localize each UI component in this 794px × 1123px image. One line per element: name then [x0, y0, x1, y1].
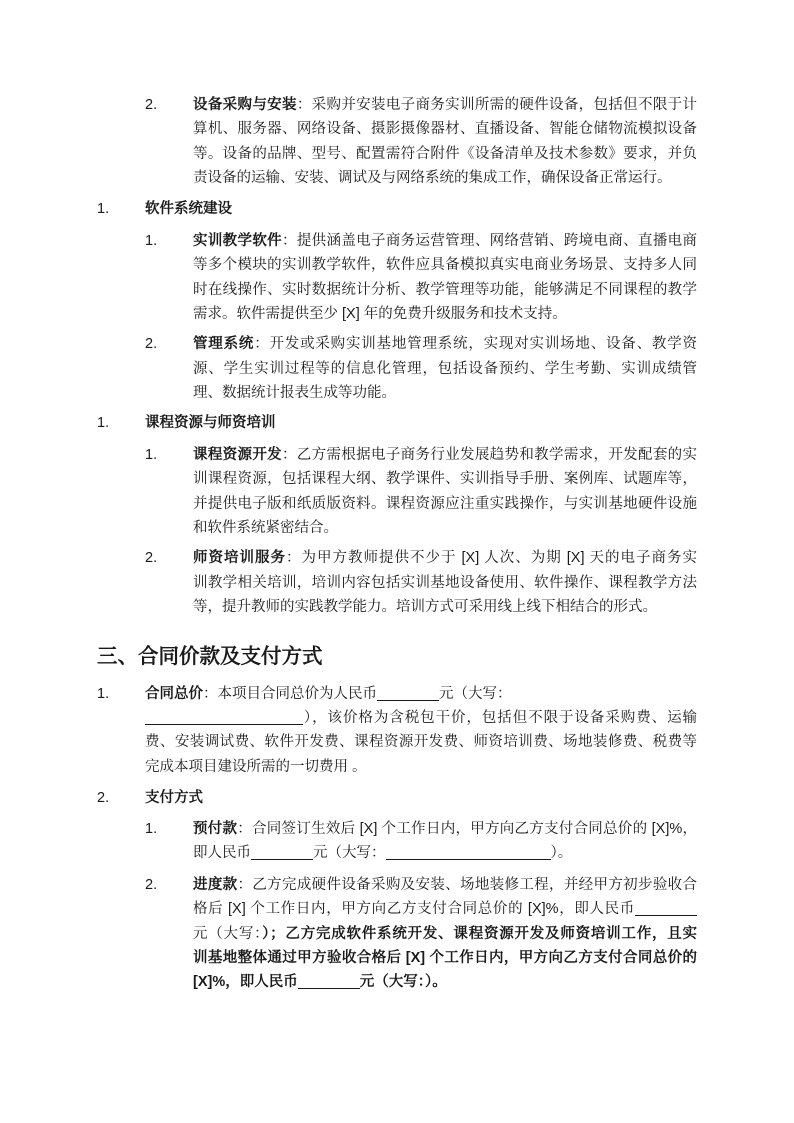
item-text: ：提供涵盖电子商务运营管理、网络营销、跨境电商、直播电商 — [282, 233, 697, 250]
item-text-bold: [X]%，即人民币 — [193, 974, 298, 991]
item-text: 元（大写： — [313, 845, 386, 862]
item-label: 课程资源与师资培训 — [145, 415, 276, 432]
list-number: 1. — [97, 685, 110, 702]
item-text-bold: ）；乙方完成软件系统开发、课程资源开发及师资培训工作，且实 — [262, 925, 698, 942]
text-line: 费、安装调试费、软件开发费、课程资源开发费、师资培训费、场地装修费、税费等 — [145, 734, 697, 751]
text-line — [193, 443, 697, 467]
text-line — [193, 93, 697, 117]
list-number: 2. — [145, 336, 158, 353]
item-text: ：合同签订生效后 [X] 个工作日内，甲方向乙方支付合同总价的 [X]%， — [237, 820, 697, 837]
fill-in-blank — [377, 700, 439, 701]
fill-in-blank — [298, 988, 360, 989]
text-line: 等。设备的品牌、型号、配置需符合附件《设备清单及技术参数》要求，并负 — [193, 145, 697, 162]
text-line-bold: 训基地整体通过甲方验收合格后 [X] 个工作日内，甲方向乙方支付合同总价的 — [193, 949, 697, 966]
list-number: 1. — [145, 447, 158, 464]
list-item-teacher-training — [145, 546, 698, 619]
item-label: 管理系统 — [193, 336, 255, 353]
text-line — [193, 897, 697, 921]
list-item-management-system — [145, 332, 697, 405]
text-line: 并提供电子版和纸质版资料。课程资源应注重实践操作，与实训基地硬件设施 — [193, 495, 697, 512]
item-text: ：开发或采购实训基地管理系统，实现对实训场地、设备、教学资 — [254, 336, 697, 353]
list-number: 2. — [97, 790, 110, 806]
text-line — [193, 873, 697, 897]
item-text: ：本项目合同总价为人民币 — [203, 685, 377, 702]
item-text: ），该价格为含税包干价，包括但不限于设备采购费、运输 — [303, 710, 697, 727]
list-number: 2. — [145, 876, 158, 893]
text-line: 等多个模块的实训教学软件，软件应具备模拟真实电商业务场景、支持多人同 — [193, 257, 697, 274]
list-number: 2. — [145, 550, 158, 567]
list-number: 1. — [97, 415, 110, 432]
list-number: 1. — [145, 233, 158, 250]
item-text: 元（大写： — [193, 925, 263, 942]
text-line — [193, 546, 697, 570]
section-heading: 三、合同价款及支付方式 — [97, 644, 323, 668]
list-number: 1. — [145, 820, 158, 837]
list-number: 1. — [97, 201, 110, 218]
list-item-contract-total — [97, 682, 697, 779]
item-text: ：为甲方教师提供不少于 [X] 人次、为期 [X] 天的电子商务实 — [286, 550, 698, 567]
text-line — [193, 841, 697, 865]
item-text: 即人民币 — [193, 845, 251, 862]
text-line: 源、学生实训过程等的信息化管理，包括设备预约、学生考勤、实训成绩管 — [193, 360, 697, 377]
text-line: 需求。软件需提供至少 [X] 年的免费升级服务和技术支持。 — [193, 306, 567, 323]
text-line — [145, 706, 697, 730]
text-line — [145, 682, 697, 706]
fill-in-blank — [635, 915, 697, 916]
list-number: 2. — [145, 97, 158, 113]
text-line: 训教学相关培训，培训内容包括实训基地设备使用、软件操作、课程教学方法 — [193, 574, 697, 591]
item-label: 设备采购与安装 — [193, 97, 297, 113]
item-text: 格后 [X] 个工作日内，甲方向乙方支付合同总价的 [X]%，即人民币 — [193, 901, 635, 918]
text-line — [193, 229, 697, 253]
text-line: 理、数据统计报表生成等功能。 — [193, 384, 396, 401]
text-line — [193, 817, 697, 841]
item-label: 进度款 — [193, 876, 238, 893]
item-text-bold: 元（大写：）。 — [359, 974, 447, 991]
item-label: 支付方式 — [145, 790, 203, 806]
text-line-bold — [193, 970, 697, 994]
item-text: ：乙方完成硬件设备采购及安装、场地装修工程，并经甲方初步验收合 — [237, 876, 697, 893]
text-line — [193, 922, 697, 946]
list-item-course-resources — [145, 443, 697, 540]
item-label: 实训教学软件 — [193, 233, 282, 250]
item-text: ：乙方需根据电子商务行业发展趋势和教学需求，开发配套的实 — [282, 447, 697, 464]
item-text: 元（大写： — [439, 685, 512, 702]
text-line: 和软件系统紧密结合。 — [193, 520, 338, 537]
list-item-progress-payment — [145, 873, 698, 994]
text-line: 训课程资源，包括课程大纲、教学课件、实训指导手册、案例库、试题库等， — [193, 471, 697, 488]
item-text: ）。 — [550, 845, 573, 862]
text-line — [193, 332, 697, 356]
section-item-title — [145, 411, 697, 435]
section-item-title — [145, 197, 697, 221]
item-label: 师资培训服务 — [193, 550, 286, 567]
section-item-title — [145, 786, 697, 810]
section-item-training — [97, 411, 697, 435]
section-item-payment-method — [97, 786, 697, 810]
item-label: 课程资源开发 — [193, 447, 282, 464]
list-item-training-software — [145, 229, 697, 326]
list-item-equipment-procurement — [145, 93, 698, 190]
list-item-advance-payment — [145, 817, 697, 866]
section-item-software — [97, 197, 697, 221]
text-line: 算机、服务器、网络设备、摄影摄像器材、直播设备、智能仓储物流模拟设备 — [193, 121, 697, 138]
fill-in-blank — [386, 859, 551, 860]
text-line: 完成本项目建设所需的一切费用 。 — [145, 758, 367, 775]
fill-in-blank — [251, 859, 313, 860]
item-label: 合同总价 — [145, 685, 203, 702]
item-text: ：采购并安装电子商务实训所需的硬件设备，包括但不限于计 — [296, 97, 698, 113]
text-line: 时在线操作、实时数据统计分析、教学管理等功能，能够满足不同课程的教学 — [193, 281, 697, 298]
text-line: 责设备的运输、安装、调试及与网络系统的集成工作，确保设备正常运行。 — [193, 169, 672, 186]
item-label: 预付款 — [193, 820, 238, 837]
text-line: 等，提升教师的实践教学能力。培训方式可采用线上线下相结合的形式。 — [193, 598, 657, 615]
fill-in-blank — [145, 724, 303, 725]
item-label: 软件系统建设 — [145, 201, 232, 218]
